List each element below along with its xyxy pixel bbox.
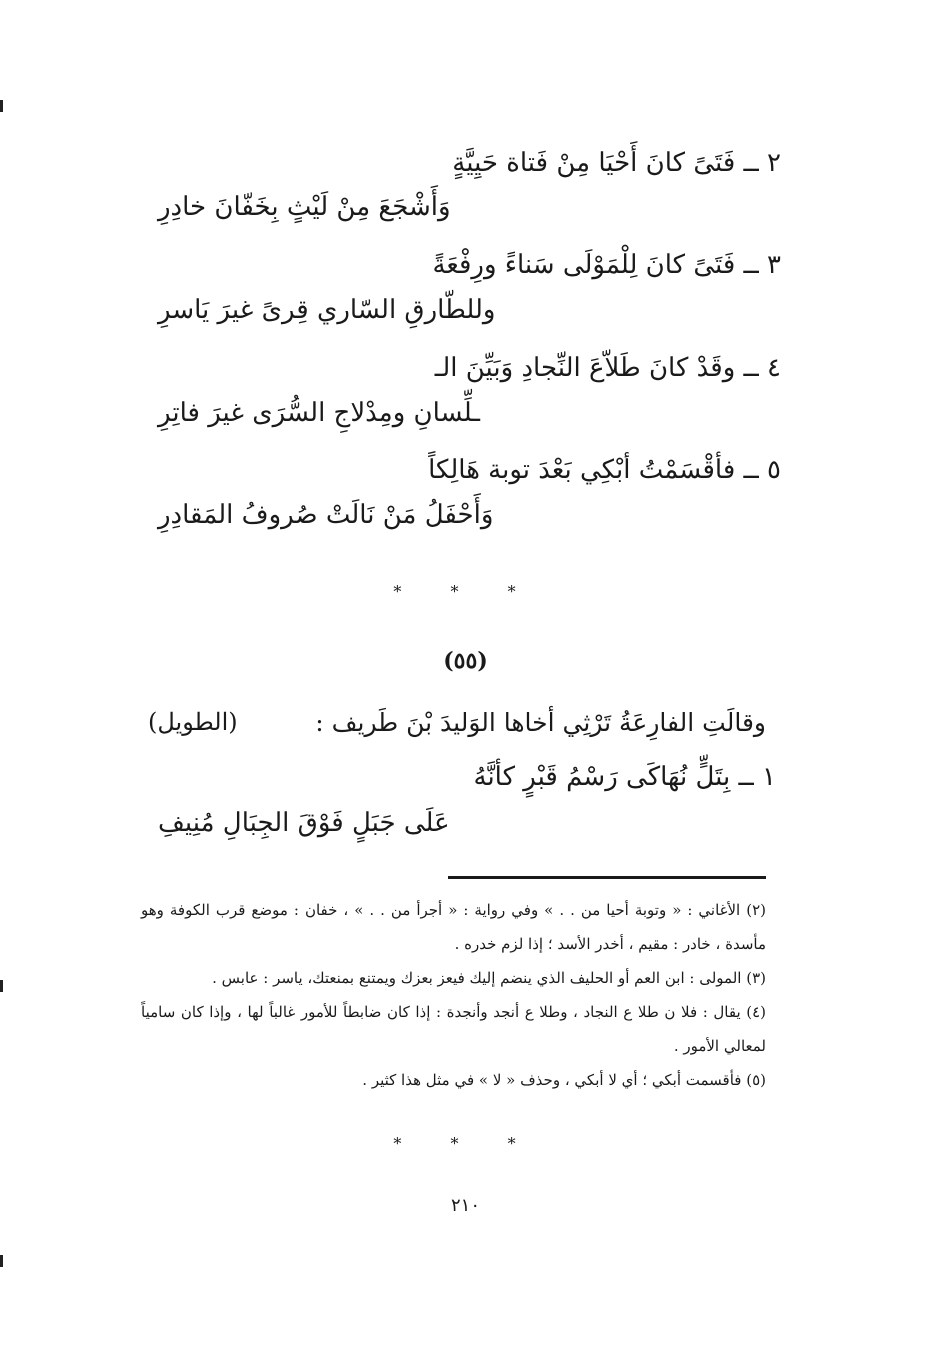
poem-number: (٥٥): [443, 648, 488, 674]
footnote-3: (٣) المولى : ابن العم أو الحليف الذي ينضم إليك فيعز بعزك ويمتنع بمنعتك، ياسر : عابس .: [212, 969, 766, 987]
verse-4-first-hemistich: ٤ ــ وقَدْ كانَ طَلاّعَ النِّجادِ وَبَيِّنَ الـ: [434, 353, 781, 383]
footnote-2: (٢) الأغاني : « وتوبة أحيا من . . » وفي رواية : « أجرأ من . . » ، خفان : موضع قرب الكوفة وهو مأسدة ، خادر : مقيم ، أخدر الأسد ؛ إذا لزم خدره .: [141, 901, 766, 953]
footnote-4: (٤) يقال : فلا ن طلا ع النجاد ، وطلا ع أنجد وأنجدة : إذا كان ضابطاً للأمور غالباً لها ، وإذا كان سامياً لمعالي الأمور .: [141, 1003, 766, 1055]
verse-5-first-hemistich: ٥ ــ فأقْسَمْتُ أبْكِي بَعْدَ توبة هَالِكاً: [428, 455, 781, 485]
verse-3-first-hemistich: ٣ ــ فَتَىً كانَ لِلْمَوْلَى سَناءً ورِفْعَةً: [432, 250, 781, 280]
section-separator: * * *: [393, 582, 538, 601]
scan-margin-mark: [0, 1255, 3, 1267]
verse-1-first-hemistich: ١ ــ بِتَلٍّ نُهَاكَى رَسْمُ قَبْرٍ كأنَّهُ: [473, 762, 776, 792]
page-number: ٢١٠: [450, 1195, 480, 1216]
verse-5-second-hemistich: وَأَحْفَلُ مَنْ نَالَتْ صُروفُ المَقادِرِ: [158, 500, 494, 530]
footnote-rule: [448, 876, 766, 879]
footnote-separator: * * *: [393, 1134, 538, 1153]
verse-2-second-hemistich: وَأَشْجَعَ مِنْ لَيْثٍ بِخَفّانَ خادِرِ: [158, 192, 451, 222]
footnote-5: (٥) فأقسمت أبكي ؛ أي لا أبكي ، وحذف « لا » في مثل هذا كثير .: [362, 1071, 766, 1089]
poem-meter: (الطويل): [148, 708, 238, 736]
footnotes: [141, 893, 766, 1097]
verse-2-first-hemistich: ٢ ــ فَتَىً كانَ أَحْيَا مِنْ فَتاة حَيِيَّةٍ: [452, 148, 781, 178]
poem-introduction: وقالَتِ الفارِعَةُ تَرْثِي أخاها الوَليدَ بْنَ طَريف :: [315, 708, 766, 737]
scan-margin-mark: [0, 980, 3, 992]
verse-1-second-hemistich: عَلَى جَبَلٍ فَوْقَ الجِبَالِ مُنِيفِ: [158, 808, 450, 838]
scan-margin-mark: [0, 100, 3, 112]
verse-4-second-hemistich: ـلِّسانِ ومِدْلاجِ السُّرَى غيرَ فاتِرِ: [158, 398, 480, 428]
verse-3-second-hemistich: وللطّارقِ السّاري قِرىً غيرَ يَاسرِ: [158, 295, 496, 325]
